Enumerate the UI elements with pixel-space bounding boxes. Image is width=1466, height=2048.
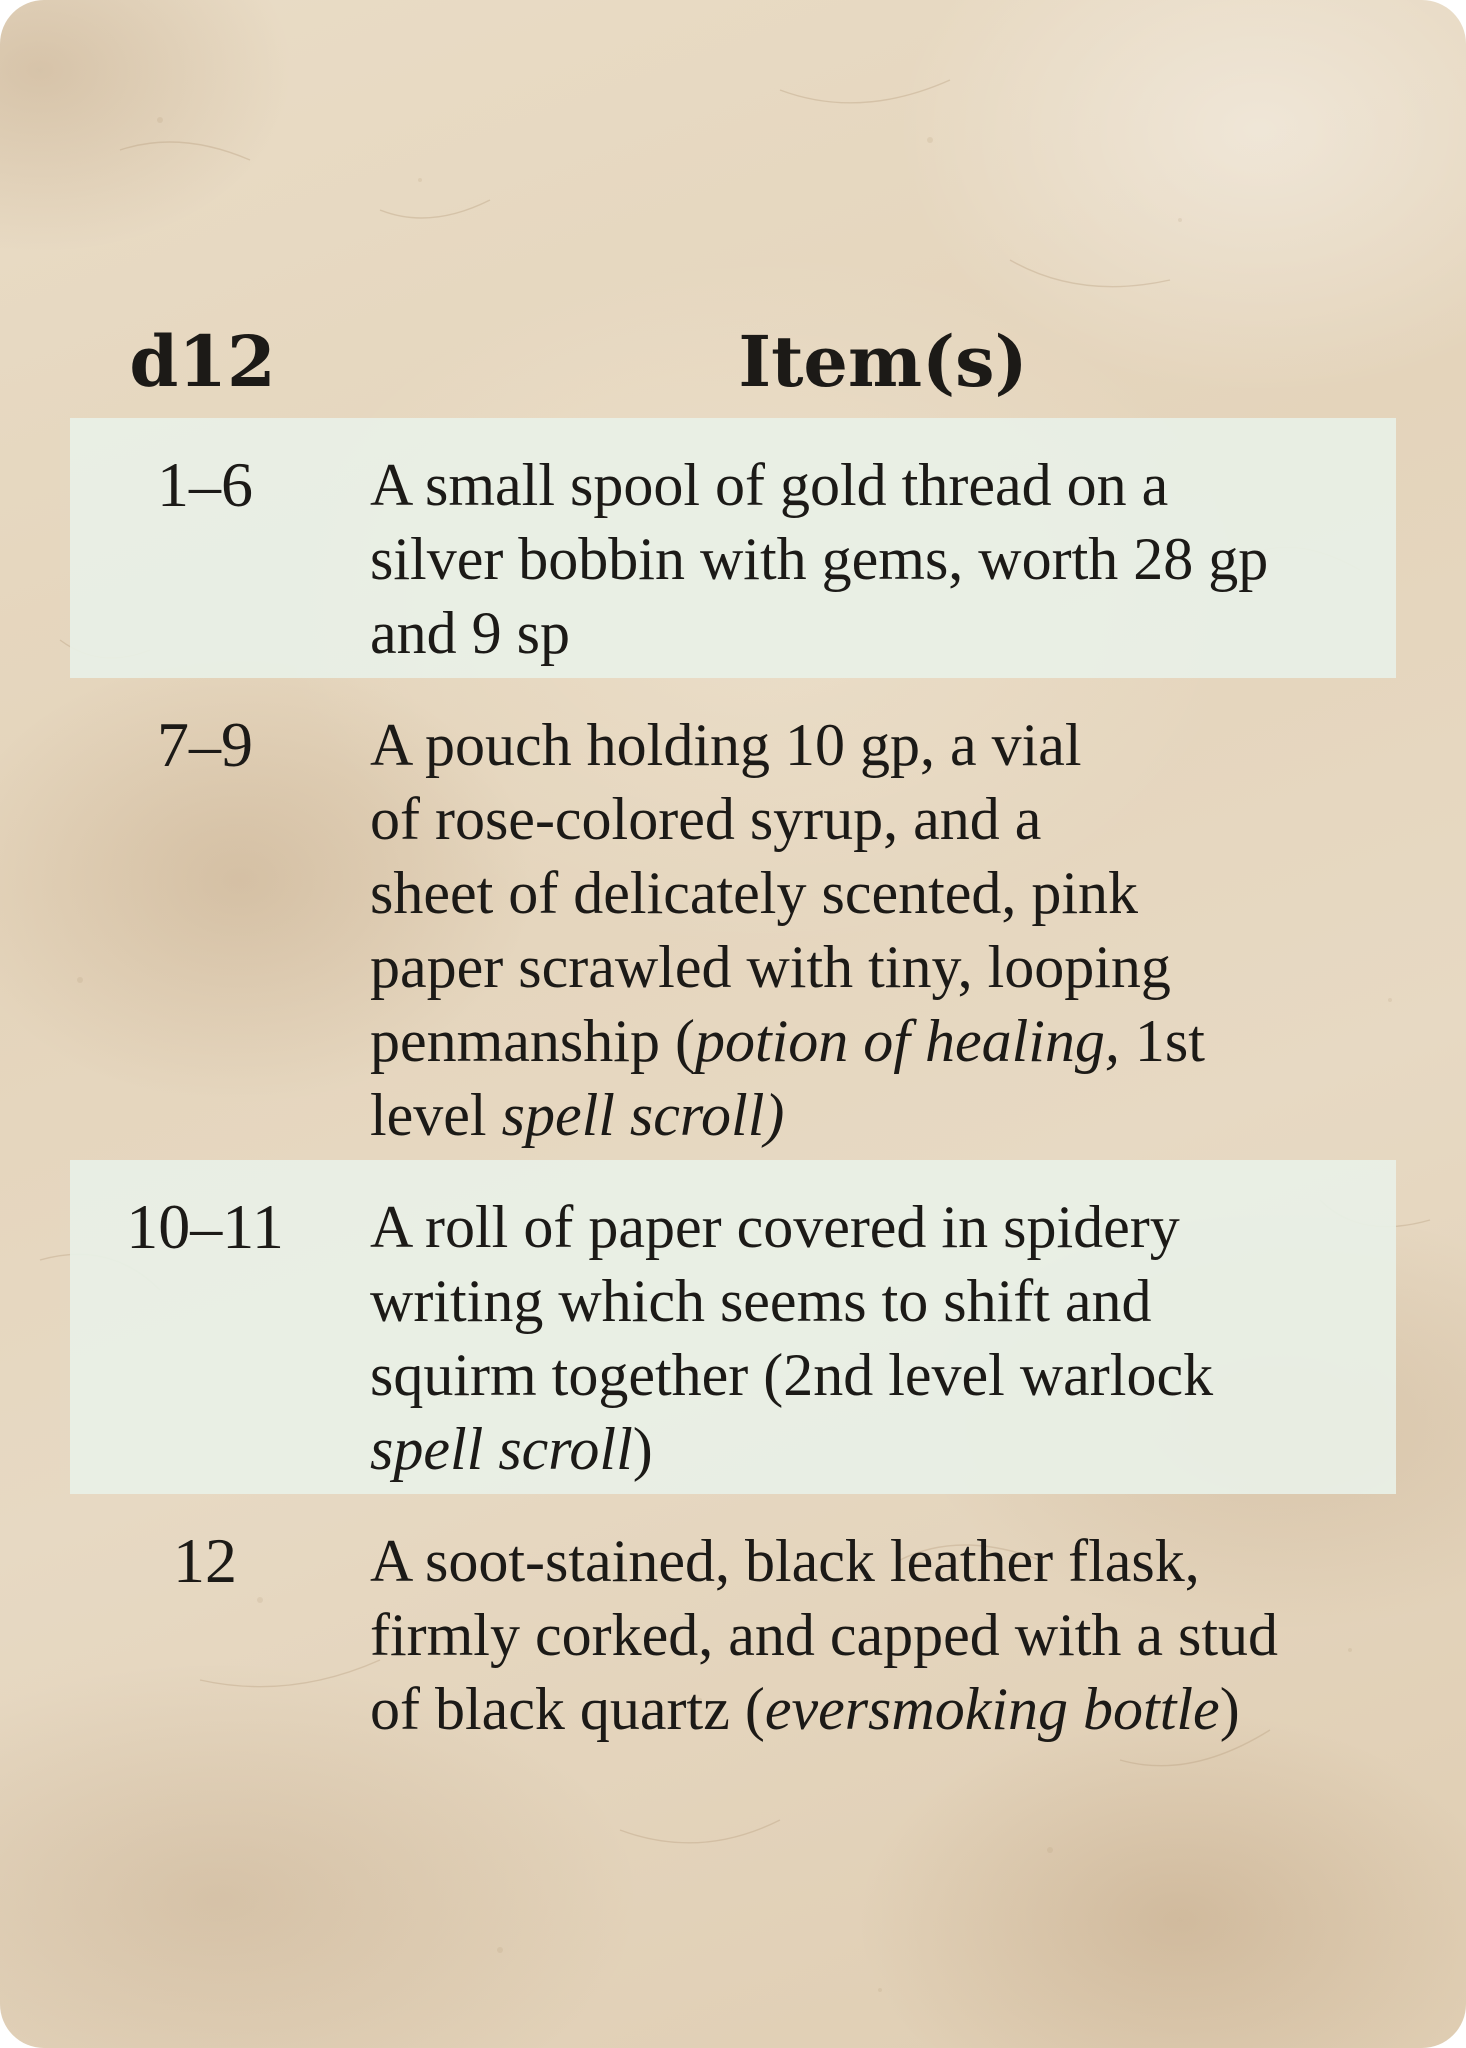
magic-item-name: spell scroll) xyxy=(501,1082,785,1148)
table-row xyxy=(70,1160,1396,1494)
item-description xyxy=(370,448,1460,670)
description-text: ) xyxy=(632,1416,653,1482)
magic-item-name: eversmoking bottle xyxy=(764,1676,1220,1742)
table-row xyxy=(70,678,1396,1160)
description-text: A roll of paper covered in spidery writing which seems to shift and squirm together (2nd level warlock xyxy=(370,1194,1214,1408)
roll-range: 10–11 xyxy=(126,1191,284,1262)
item-description xyxy=(370,708,1460,1152)
roll-range: 12 xyxy=(173,1525,237,1596)
description-text: A pouch holding 10 gp, a vial of rose-colored syrup, and a sheet of delicately scented, pink paper scrawled with tiny, looping penmanship ( xyxy=(370,712,1171,1074)
item-description xyxy=(370,1524,1460,1746)
description-text: ) xyxy=(1219,1676,1240,1742)
magic-item-name: potion of healing, xyxy=(694,1008,1120,1074)
table-row xyxy=(70,1494,1396,1754)
description-text: 1st level xyxy=(370,1008,1205,1148)
magic-item-name: spell scroll xyxy=(370,1416,633,1482)
roll-range: 1–6 xyxy=(157,449,253,520)
item-description xyxy=(370,1190,1460,1486)
description-text: A small spool of gold thread on a silver bobbin with gems, worth 28 gp and 9 sp xyxy=(370,452,1269,666)
item-column-header: Item(s) xyxy=(738,320,1028,403)
description-text: A soot-stained, black leather flask, firmly corked, and capped with a stud of black quartz ( xyxy=(370,1528,1279,1742)
table-header xyxy=(70,312,1396,412)
roll-range: 7–9 xyxy=(157,709,253,780)
table-row xyxy=(70,418,1396,678)
roll-column-header: d12 xyxy=(129,320,276,403)
